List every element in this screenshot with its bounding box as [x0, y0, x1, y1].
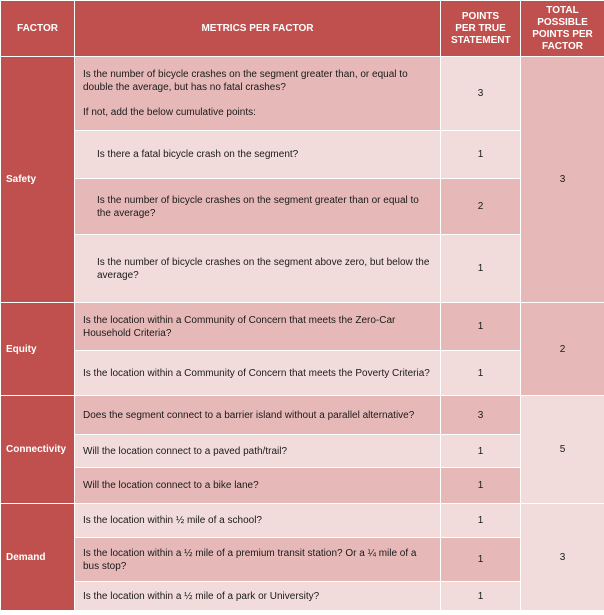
metric-cell: Is the number of bicycle crashes on the segment greater than or equal to the average?	[75, 179, 441, 235]
metric-cell: Will the location connect to a bike lane?	[75, 468, 441, 504]
header-metrics: METRICS PER FACTOR	[75, 1, 441, 57]
metric-cell: Is the location within a Community of Concern that meets the Poverty Criteria?	[75, 351, 441, 396]
table-row	[1, 435, 604, 468]
metric-cell: Is the location within a Community of Concern that meets the Zero-Car Household Criteria?	[75, 303, 441, 351]
points-cell: 2	[441, 179, 521, 235]
points-cell: 1	[441, 468, 521, 504]
metric-cell: Is there a fatal bicycle crash on the segment?	[75, 131, 441, 179]
factor-safety: Safety	[1, 57, 75, 303]
total-connectivity: 5	[521, 396, 604, 504]
table-row	[1, 504, 604, 538]
table-row	[1, 396, 604, 435]
factor-demand: Demand	[1, 504, 75, 611]
total-safety: 3	[521, 57, 604, 303]
points-cell: 1	[441, 435, 521, 468]
points-cell: 1	[441, 538, 521, 582]
table-row	[1, 57, 604, 131]
points-cell: 1	[441, 131, 521, 179]
metric-cell: Does the segment connect to a barrier island without a parallel alternative?	[75, 396, 441, 435]
header-points: POINTS PER TRUE STATEMENT	[441, 1, 521, 57]
metric-cell: Is the location within a ½ mile of a premium transit station? Or a ¼ mile of a bus stop?	[75, 538, 441, 582]
points-cell: 1	[441, 504, 521, 538]
metric-cell	[75, 57, 441, 131]
metric-note: If not, add the below cumulative points:	[83, 107, 256, 118]
table-row	[1, 131, 604, 179]
points-cell: 1	[441, 351, 521, 396]
table-row	[1, 303, 604, 351]
factor-connectivity: Connectivity	[1, 396, 75, 504]
points-cell: 1	[441, 303, 521, 351]
metric-cell: Is the number of bicycle crashes on the segment above zero, but below the average?	[75, 235, 441, 303]
metric-cell: Is the location within ½ mile of a school?	[75, 504, 441, 538]
total-equity: 2	[521, 303, 604, 396]
table-row	[1, 582, 604, 611]
points-cell: 1	[441, 582, 521, 611]
metric-text: Is the number of bicycle crashes on the segment greater than, or equal to double the average, but has no fatal crashes?	[83, 69, 408, 93]
metric-cell: Is the location within a ½ mile of a park or University?	[75, 582, 441, 611]
table-row	[1, 235, 604, 303]
table-row	[1, 538, 604, 582]
table-row	[1, 468, 604, 504]
metric-cell: Will the location connect to a paved path/trail?	[75, 435, 441, 468]
table-row	[1, 351, 604, 396]
table-row	[1, 179, 604, 235]
header-total: TOTAL POSSIBLE POINTS PER FACTOR	[521, 1, 604, 57]
header-row	[1, 1, 604, 57]
total-demand: 3	[521, 504, 604, 611]
points-cell: 1	[441, 235, 521, 303]
header-factor: FACTOR	[1, 1, 75, 57]
factor-equity: Equity	[1, 303, 75, 396]
points-cell: 3	[441, 396, 521, 435]
points-cell: 3	[441, 57, 521, 131]
